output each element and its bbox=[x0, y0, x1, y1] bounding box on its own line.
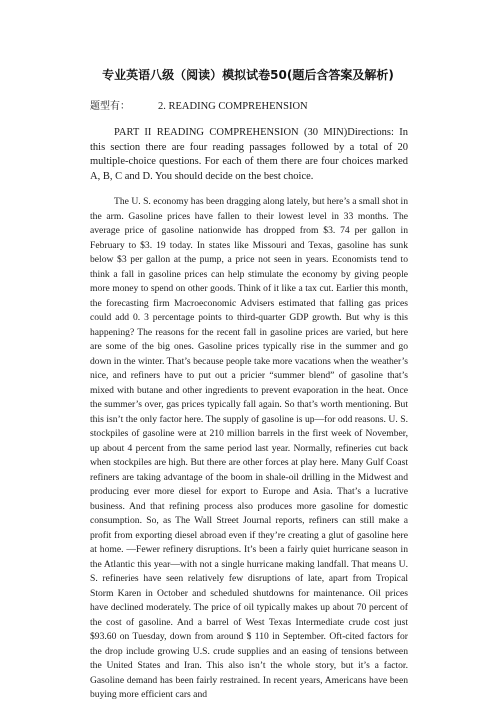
directions-paragraph: PART II READING COMPREHENSION (30 MIN)Directions: In this section there are four reading passages followed by a total of 20 multiple-choice questions. For each of them there are four choices marked A, B, C and D. You should decide on the best choice. bbox=[90, 127, 408, 182]
question-type-line bbox=[90, 97, 308, 112]
question-type-value: 2. READING COMPREHENSION bbox=[158, 101, 308, 112]
question-type-label: 题型有： bbox=[90, 101, 130, 112]
reading-passage: The U. S. economy has been dragging along lately, but here’s a small shot in the arm. Gasoline prices have fallen to their lowest level in 33 months. The average price of gasoline nationwide has dropped from $3. 74 per gallon in February to $3. 19 today. In states like Missouri and Texas, gasoline has sunk below $3 per gallon at the pump, a price not seen in years. Economists tend to think a fall in gasoline prices can help stimulate the economy by giving people more money to spend on other goods. Think of it like a tax cut. Earlier this month, the forecasting firm Macroeconomic Advisers estimated that falling gas prices could add 0. 3 percentage points to third-quarter GDP growth. But why is this happening? The reasons for the recent fall in gasoline prices are varied, but here are some of the big ones. Gasoline prices typically rise in the summer and go down in the winter. That’s because people take more vacations when the weather’s nice, and refiners have to put out a pricier “summer blend” of gasoline that’s mixed with butane and other ingredients to prevent evaporation in the heat. Once the summer’s over, gas prices typically fall again. So that’s worth mentioning. But this isn’t the only factor here. The supply of gasoline is up—for odd reasons. U. S. stockpiles of gasoline were at 210 million barrels in the first week of November, up about 4 percent from the same period last year. Normally, refineries cut back when stockpiles are high. But there are other forces at play here. Many Gulf Coast refiners are taking advantage of the boom in shale-oil drilling in the Midwest and producing ever more diesel for export to Europe and Asia. That’s a lucrative business. And that refining process also produces more gasoline for domestic consumption. So, as The Wall Street Journal reports, refiners can still make a profit from exporting diesel abroad even if they’re creating a glut of gasoline here at home. —Fewer refinery disruptions. It’s been a fairly quiet hurricane season in the Atlantic this year—with not a single hurricane making landfall. That means U. S. refineries have seen relatively few disruptions of late, apart from Tropical Storm Karen in October and scheduled shutdowns for maintenance. Oil prices have declined moderately. The price of oil typically makes up about 70 percent of the cost of gasoline. And a barrel of West Texas Intermediate crude cost just $93.60 on Tuesday, down from around $ 110 in September. Oft-cited factors for the drop include growing U.S. crude supplies and an easing of tensions between the United States and Iran. This also isn’t the whole story, but it’s a factor. Gasoline demand has been fairly restrained. In recent years, Americans have been buying more efficient cars and bbox=[90, 196, 408, 700]
document-title: 专业英语八级（阅读）模拟试卷50(题后含答案及解析) bbox=[102, 68, 394, 82]
